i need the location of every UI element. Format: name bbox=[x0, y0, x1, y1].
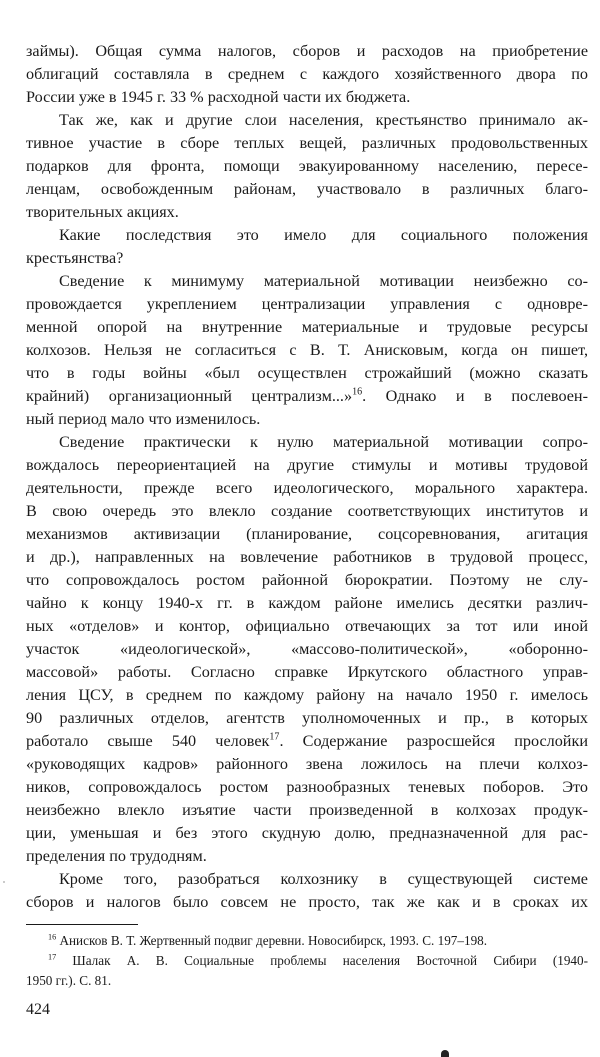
footnote-17 bbox=[26, 951, 588, 971]
text-line: массовой» работы. Согласно справке Иркутского областного управ- bbox=[26, 663, 588, 681]
text-line: 90 различных отделов, агентств уполномоченных и пр., в которых bbox=[26, 709, 588, 727]
footnotes bbox=[26, 931, 588, 991]
footnote-ref-16: 16 bbox=[352, 386, 363, 398]
footnote-number: 16 bbox=[48, 932, 57, 942]
text-line: сборов и налогов было совсем не просто, так же как и в сроках их bbox=[26, 893, 588, 911]
text-line: тивное участие в сборе теплых вещей, различных продовольственных bbox=[26, 134, 588, 152]
text-line: ления ЦСУ, в среднем по каждому району на начало 1950 г. имелось bbox=[26, 686, 588, 704]
paragraph-start: Сведение к минимуму материальной мотивации неизбежно со- bbox=[59, 272, 588, 290]
text-line: что сопровождалось ростом районной бюрократии. Поэтому не слу- bbox=[26, 571, 588, 589]
text-line-with-ref bbox=[26, 730, 588, 753]
paragraph-start: Так же, как и другие слои населения, крестьянство принимало ак- bbox=[59, 111, 588, 129]
text-line: ный период мало что изменилось. bbox=[26, 410, 261, 428]
scan-mark bbox=[441, 1050, 449, 1057]
text-line: ных «отделов» и контор, официально отвечающих за тот или иной bbox=[26, 617, 588, 635]
text-line: В свою очередь это влекло создание соответствующих институтов и bbox=[26, 502, 588, 520]
text-line: России уже в 1945 г. 33 % расходной части их бюджета. bbox=[26, 88, 411, 106]
text-line: ников, сопровождалось ростом разнообразных теневых поборов. Это bbox=[26, 778, 588, 796]
text-line: вождалось переориентацией на другие стимулы и мотивы трудовой bbox=[26, 456, 588, 474]
text-line: «руководящих кадров» районного звена ложилось на плечи колхоз- bbox=[26, 755, 588, 773]
text-line: участок «идеологической», «массово-политической», «оборонно- bbox=[26, 640, 588, 658]
footnote-continuation: 1950 гг.). С. 81. bbox=[26, 973, 112, 988]
paragraph-start: Кроме того, разобраться колхознику в существующей системе bbox=[59, 870, 588, 888]
text-segment: крайний) организационный централизм...» bbox=[26, 387, 353, 405]
text-line: провождается укреплением централизации управления с одновре- bbox=[26, 295, 588, 313]
footnote-text: Шалак А. В. Социальные проблемы населения Восточной Сибири (1940- bbox=[72, 953, 588, 968]
text-line: менной опорой на внутренние материальные и трудовые ресурсы bbox=[26, 318, 588, 336]
text-line: механизмов активизации (планирование, соцсоревнования, агитация bbox=[26, 525, 588, 543]
text-line-with-ref bbox=[26, 385, 588, 408]
main-text bbox=[26, 40, 588, 914]
paragraph-start: Какие последствия это имело для социального положения bbox=[59, 226, 588, 244]
text-segment: . Однако и в послевоен- bbox=[362, 387, 588, 405]
text-line: деятельности, прежде всего идеологического, морального характера. bbox=[26, 479, 588, 497]
page-number: 424 bbox=[26, 1001, 50, 1018]
text-line: пределения по трудодням. bbox=[26, 847, 207, 865]
footnote-number: 17 bbox=[48, 952, 57, 962]
text-line: ленцам, освобожденным районам, участвовало в различных благо- bbox=[26, 180, 588, 198]
paragraph-start: Сведение практически к нулю материальной мотивации сопро- bbox=[59, 433, 588, 451]
footnote-16 bbox=[26, 931, 588, 951]
text-line: творительных акциях. bbox=[26, 203, 179, 221]
text-line: чайно к концу 1940-х гг. в каждом районе имелись десятки различ- bbox=[26, 594, 588, 612]
text-line: и др.), направленных на вовлечение работников в трудовой процесс, bbox=[26, 548, 588, 566]
text-segment: работало свыше 540 человек bbox=[26, 732, 270, 750]
scan-speck bbox=[3, 881, 5, 883]
text-line: неизбежно влекло изъятие части произведенной в колхозах продук- bbox=[26, 801, 588, 819]
text-line: колхозов. Нельзя не согласиться с В. Т. Анисковым, когда он пишет, bbox=[26, 341, 588, 359]
text-line: ции, уменьшая и без этого скудную долю, предназначенной для рас- bbox=[26, 824, 588, 842]
footnote-separator bbox=[26, 924, 138, 925]
text-segment: . Содержание разросшейся прослойки bbox=[279, 732, 588, 750]
text-line: займы). Общая сумма налогов, сборов и расходов на приобретение bbox=[26, 42, 588, 60]
footnote-text: Анисков В. Т. Жертвенный подвиг деревни. Новосибирск, 1993. С. 197–198. bbox=[59, 933, 488, 948]
text-line: что в годы войны «был осуществлен строжайший (можно сказать bbox=[26, 364, 588, 382]
footnote-ref-17: 17 bbox=[269, 731, 280, 743]
text-line: крестьянства? bbox=[26, 249, 124, 267]
text-line: подарков для фронта, помощи эвакуированному населению, пересе- bbox=[26, 157, 588, 175]
text-line: облигаций составляла в среднем с каждого хозяйственного двора по bbox=[26, 65, 588, 83]
